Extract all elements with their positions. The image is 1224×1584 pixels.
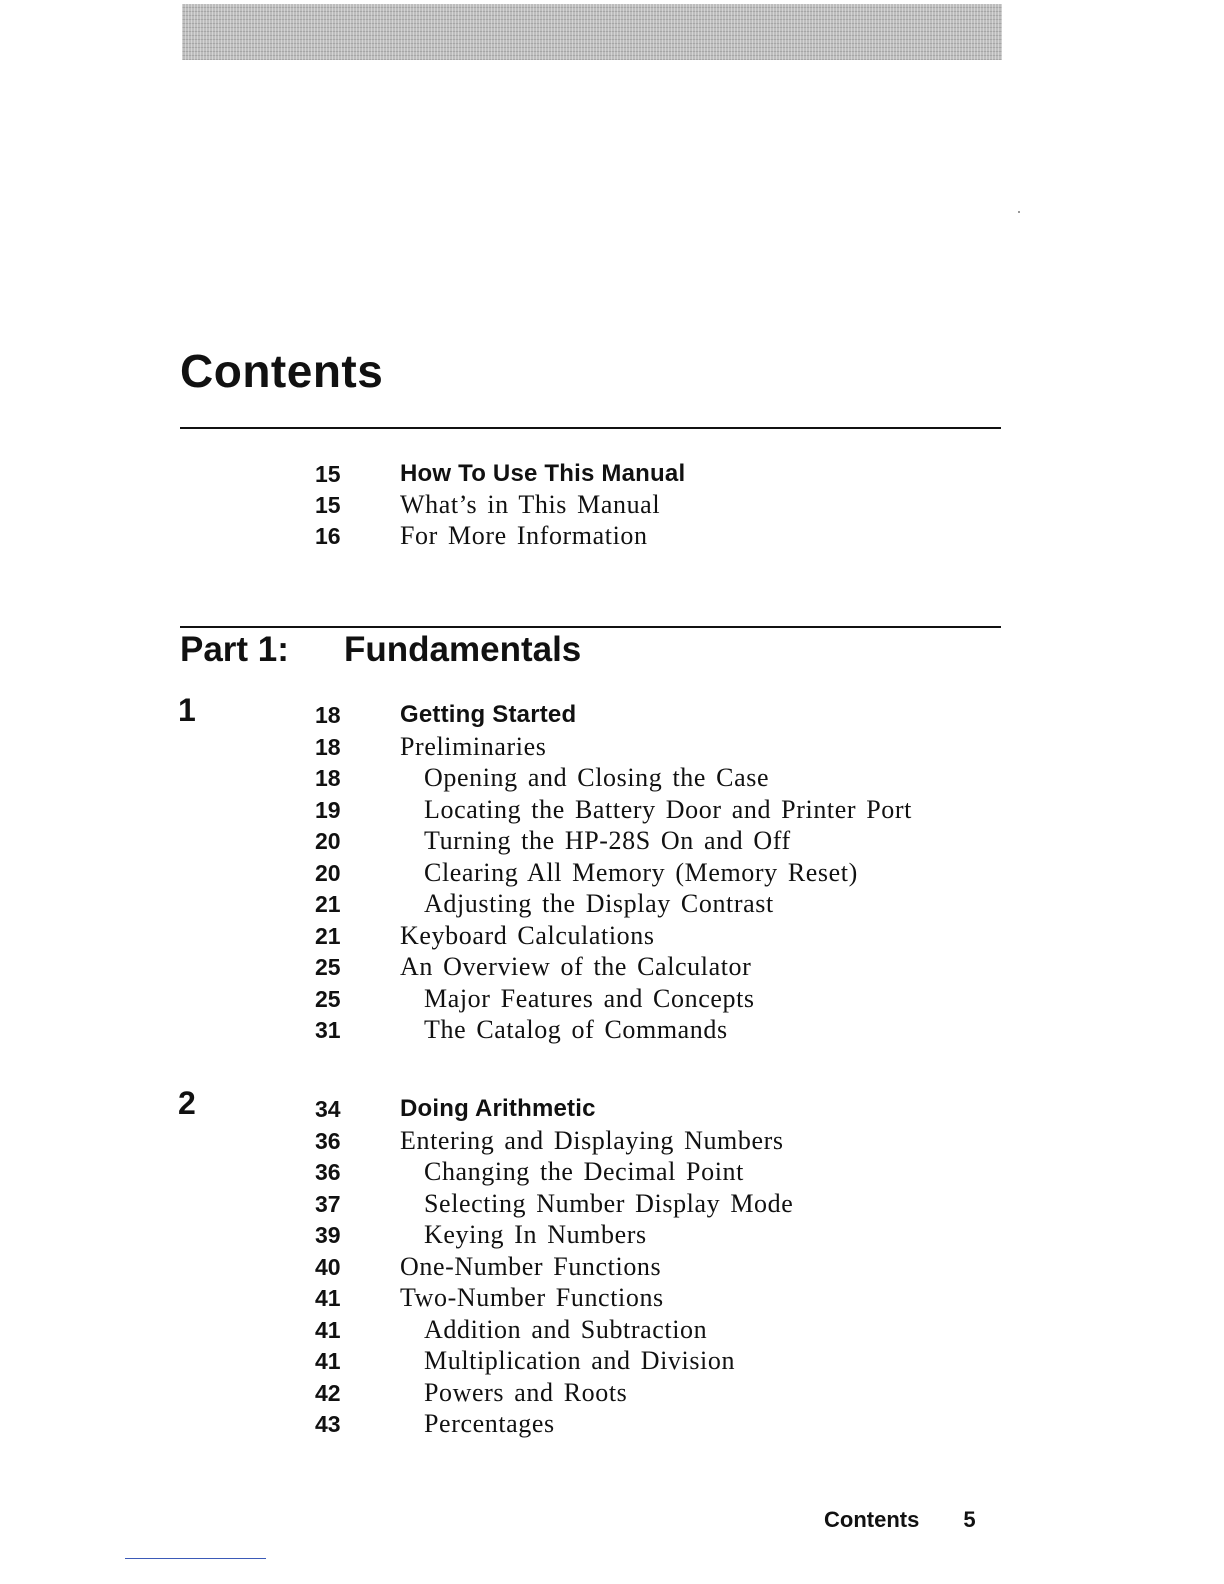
- scan-speck: [1018, 211, 1020, 213]
- footer-page-number: 5: [963, 1507, 976, 1532]
- toc-page-number: 18: [315, 765, 341, 791]
- toc-entry-title: Turning the HP-28S On and Off: [424, 826, 791, 855]
- toc-entry-title: Addition and Subtraction: [424, 1314, 708, 1344]
- footer-label: Contents: [824, 1507, 920, 1532]
- toc-page-number: 34: [315, 1096, 341, 1122]
- scanned-header-band: [182, 4, 1002, 60]
- toc-page-number: 42: [315, 1379, 341, 1406]
- title-rule: [180, 427, 1001, 429]
- toc-page-number: 31: [315, 1017, 341, 1043]
- toc-page-number: 16: [315, 523, 341, 549]
- toc-page-number: 41: [315, 1316, 341, 1343]
- toc-entry-title: One-Number Functions: [400, 1251, 662, 1281]
- toc-page-number: 15: [315, 492, 341, 518]
- toc-entry-title: Entering and Displaying Numbers: [400, 1125, 784, 1155]
- toc-entry-title: Two-Number Functions: [400, 1283, 664, 1312]
- toc-page-number: 21: [315, 891, 341, 917]
- toc-page-number: 20: [315, 859, 341, 886]
- toc-entry-title: Clearing All Memory (Memory Reset): [424, 857, 858, 887]
- toc-page-number: 41: [315, 1285, 341, 1311]
- toc-entry-title: An Overview of the Calculator: [400, 952, 752, 981]
- toc-page-number: 21: [315, 922, 341, 949]
- toc-entry-title: Changing the Decimal Point: [424, 1157, 744, 1186]
- toc-page-number: 25: [315, 954, 341, 980]
- page-footer: [824, 1507, 976, 1533]
- toc-entry-title: Major Features and Concepts: [424, 983, 755, 1013]
- toc-entry-title: Opening and Closing the Case: [424, 763, 770, 792]
- toc-entry-title: Percentages: [424, 1409, 555, 1438]
- toc-entry-title: Preliminaries: [400, 731, 547, 761]
- part-rule: [180, 626, 1001, 628]
- toc-page-number: 40: [315, 1253, 341, 1280]
- toc-entry-title: How To Use This Manual: [400, 460, 686, 487]
- toc-page-number: 15: [315, 461, 341, 487]
- toc-page-number: 25: [315, 985, 341, 1012]
- toc-entry-title: Adjusting the Display Contrast: [424, 889, 774, 918]
- toc-entry-title: Selecting Number Display Mode: [424, 1188, 794, 1218]
- toc-page-number: 37: [315, 1190, 341, 1217]
- toc-page-number: 36: [315, 1159, 341, 1185]
- toc-entry-title: What’s in This Manual: [400, 490, 661, 519]
- toc-entry-title: Powers and Roots: [424, 1377, 628, 1407]
- part-heading: [180, 630, 581, 670]
- toc-entry-title: Keying In Numbers: [424, 1220, 647, 1249]
- toc-entry-title: For More Information: [400, 521, 648, 550]
- toc-entry-title: Getting Started: [400, 701, 577, 728]
- toc-entry-title: Locating the Battery Door and Printer Port: [424, 794, 912, 824]
- part-label: Part 1:: [180, 630, 289, 669]
- chapter-number: 1: [178, 692, 196, 728]
- toc-page-number: 41: [315, 1348, 341, 1374]
- toc-page-number: 20: [315, 828, 341, 854]
- toc-page-number: 43: [315, 1411, 341, 1437]
- toc-entry-title: Keyboard Calculations: [400, 920, 655, 950]
- toc-page-number: 39: [315, 1222, 341, 1248]
- toc-page-number: 19: [315, 796, 341, 823]
- toc-entry-title: Multiplication and Division: [424, 1346, 736, 1375]
- toc-page-number: 18: [315, 702, 341, 728]
- toc-entry-title: The Catalog of Commands: [424, 1015, 728, 1044]
- chapter-number: 2: [178, 1085, 196, 1121]
- part-title: Fundamentals: [344, 630, 582, 669]
- toc-page-number: 36: [315, 1127, 341, 1154]
- toc-page-number: 18: [315, 733, 341, 760]
- toc-entry-title: Doing Arithmetic: [400, 1095, 596, 1122]
- scan-edge-line: [125, 1558, 266, 1559]
- page-title: Contents: [180, 345, 384, 397]
